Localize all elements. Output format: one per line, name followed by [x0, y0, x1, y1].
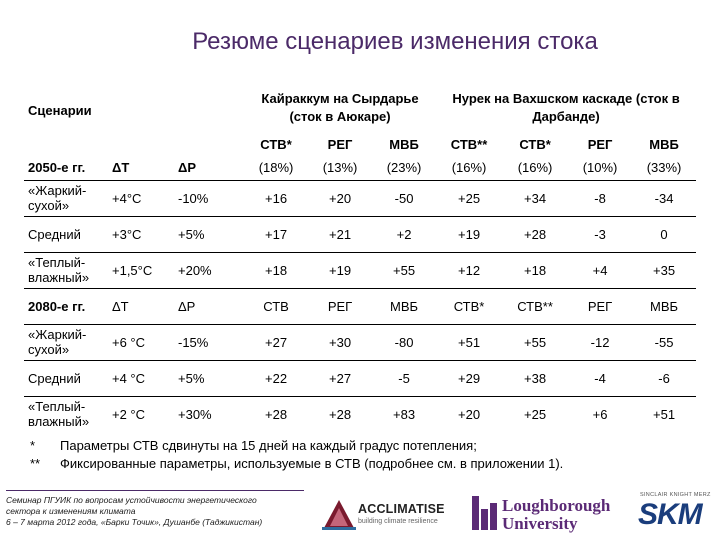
flow-change-value: -8 — [568, 180, 632, 216]
acclimatise-tagline: building climate resilience — [358, 518, 438, 525]
delta-t-value: +1,5°C — [108, 252, 174, 288]
scenario-name: «Жаркий-сухой» — [24, 324, 108, 360]
column-share: (16%) — [517, 160, 553, 176]
column-header: МВБ — [649, 136, 679, 152]
delta-t-value: +2 °C — [108, 396, 174, 432]
scenario-name: «Теплый-влажный» — [24, 396, 108, 432]
delta-p-value: -10% — [174, 180, 244, 216]
delta-p-value: +30% — [174, 396, 244, 432]
delta-p-value: +20% — [174, 252, 244, 288]
table-row — [24, 324, 696, 360]
table-row — [24, 360, 696, 396]
column-header-2080: РЕГ — [568, 288, 632, 324]
flow-change-value: +30 — [308, 324, 372, 360]
column-header-2080: СТВ — [244, 288, 308, 324]
page-title: Резюме сценариев изменения стока — [192, 28, 598, 55]
scenarios-table — [24, 88, 696, 432]
flow-change-value: -3 — [568, 216, 632, 252]
table-row — [24, 396, 696, 432]
period-2050: 2050-е гг. — [28, 160, 86, 176]
flow-change-value: +27 — [308, 360, 372, 396]
flow-change-value: +34 — [502, 180, 568, 216]
footnote-text: Параметры СТВ сдвинуты на 15 дней на каждый градус потепления; — [60, 438, 477, 453]
flow-change-value: +2 — [372, 216, 436, 252]
flow-change-value: +51 — [632, 396, 696, 432]
footnote-2 — [30, 455, 563, 473]
footnote-text: Фиксированные параметры, используемые в СТВ (подробнее см. в приложении 1). — [60, 456, 564, 471]
column-share: (16%) — [451, 160, 487, 176]
footnotes — [30, 437, 563, 473]
flow-change-value: -80 — [372, 324, 436, 360]
acclimatise-mark-icon — [322, 498, 356, 530]
delta-p-value: +5% — [174, 216, 244, 252]
delta-p-value: +5% — [174, 360, 244, 396]
scenario-name: Средний — [24, 216, 108, 252]
seminar-line-2: сектора к изменениям климата — [6, 506, 136, 516]
column-header: МВБ — [389, 136, 419, 152]
flow-change-value: +83 — [372, 396, 436, 432]
delta-t-value: +3°C — [108, 216, 174, 252]
period-2080: 2080-е гг. — [24, 288, 108, 324]
flow-change-value: +18 — [244, 252, 308, 288]
flow-change-value: +25 — [502, 396, 568, 432]
flow-change-value: +55 — [372, 252, 436, 288]
delta-t-value: +4 °C — [108, 360, 174, 396]
column-share: (10%) — [582, 160, 618, 176]
column-header-2080: СТВ* — [436, 288, 502, 324]
seminar-info — [6, 495, 306, 528]
acclimatise-logo — [322, 496, 462, 532]
delta-t-value: +6 °C — [108, 324, 174, 360]
flow-change-value: +19 — [436, 216, 502, 252]
flow-change-value: +29 — [436, 360, 502, 396]
dp-header-2080: ΔP — [174, 288, 244, 324]
footnote-mark: ** — [30, 456, 41, 471]
column-header: СТВ** — [450, 136, 488, 152]
table-row — [24, 216, 696, 252]
column-header-2080: СТВ** — [502, 288, 568, 324]
group-header-kairakkum: Кайраккум на Сырдарье (сток в Аюкаре) — [261, 91, 419, 124]
flow-change-value: +22 — [244, 360, 308, 396]
scenario-name: Средний — [24, 360, 108, 396]
column-header-2080: МВБ — [372, 288, 436, 324]
flow-change-value: +19 — [308, 252, 372, 288]
delta-t-value: +4°C — [108, 180, 174, 216]
flow-change-value: +51 — [436, 324, 502, 360]
flow-change-value: +20 — [308, 180, 372, 216]
scenario-name: «Теплый-влажный» — [24, 252, 108, 288]
column-share: (33%) — [646, 160, 682, 176]
seminar-line-1: Семинар ПГУИК по вопросам устойчивости энергетического — [6, 495, 257, 505]
flow-change-value: +27 — [244, 324, 308, 360]
column-share: (13%) — [322, 160, 358, 176]
flow-change-value: -34 — [632, 180, 696, 216]
dt-header-2080: ΔT — [108, 288, 174, 324]
flow-change-value: +16 — [244, 180, 308, 216]
flow-change-value: 0 — [632, 216, 696, 252]
acclimatise-name: ACCLIMATISE — [358, 502, 445, 516]
group-header-nurek: Нурек на Вахшском каскаде (сток в Дарбанде) — [452, 91, 680, 124]
column-share: (18%) — [258, 160, 294, 176]
table-row — [24, 180, 696, 216]
university-word: University — [502, 514, 578, 533]
flow-change-value: +28 — [244, 396, 308, 432]
flow-change-value: +25 — [436, 180, 502, 216]
footer-divider — [6, 490, 304, 491]
footnote-mark: * — [30, 438, 36, 453]
flow-change-value: +17 — [244, 216, 308, 252]
column-header: СТВ* — [519, 136, 551, 152]
flow-change-value: +28 — [502, 216, 568, 252]
flow-change-value: +28 — [308, 396, 372, 432]
delta-p-value: -15% — [174, 324, 244, 360]
flow-change-value: -5 — [372, 360, 436, 396]
dp-header: ΔP — [178, 160, 197, 176]
loughborough-name: Loughborough — [502, 496, 611, 515]
column-share: (23%) — [386, 160, 422, 176]
column-header-2080: МВБ — [632, 288, 696, 324]
table-row — [24, 252, 696, 288]
flow-change-value: -55 — [632, 324, 696, 360]
skm-wordmark: SKM — [638, 498, 702, 531]
flow-change-value: +20 — [436, 396, 502, 432]
flow-change-value: +35 — [632, 252, 696, 288]
loughborough-logo — [470, 494, 610, 534]
column-header-2080: РЕГ — [308, 288, 372, 324]
flow-change-value: -6 — [632, 360, 696, 396]
flow-change-value: +38 — [502, 360, 568, 396]
flow-change-value: +12 — [436, 252, 502, 288]
skm-logo — [634, 492, 716, 536]
footnote-1 — [30, 437, 563, 455]
column-header: РЕГ — [587, 136, 613, 152]
flow-change-value: +55 — [502, 324, 568, 360]
flow-change-value: +6 — [568, 396, 632, 432]
scenarios-label: Сценарии — [28, 102, 92, 118]
flow-change-value: -4 — [568, 360, 632, 396]
flow-change-value: -50 — [372, 180, 436, 216]
seminar-line-3: 6 – 7 марта 2012 года, «Барки Точик», Душанбе (Таджикистан) — [6, 517, 263, 527]
column-header: СТВ* — [260, 136, 292, 152]
column-header: РЕГ — [327, 136, 353, 152]
flow-change-value: +4 — [568, 252, 632, 288]
scenario-name: «Жаркий-сухой» — [24, 180, 108, 216]
skm-tagline: SINCLAIR KNIGHT MERZ — [640, 492, 711, 498]
flow-change-value: +21 — [308, 216, 372, 252]
flow-change-value: -12 — [568, 324, 632, 360]
dt-header: ΔT — [112, 160, 130, 176]
loughborough-crest-icon — [470, 495, 498, 531]
flow-change-value: +18 — [502, 252, 568, 288]
